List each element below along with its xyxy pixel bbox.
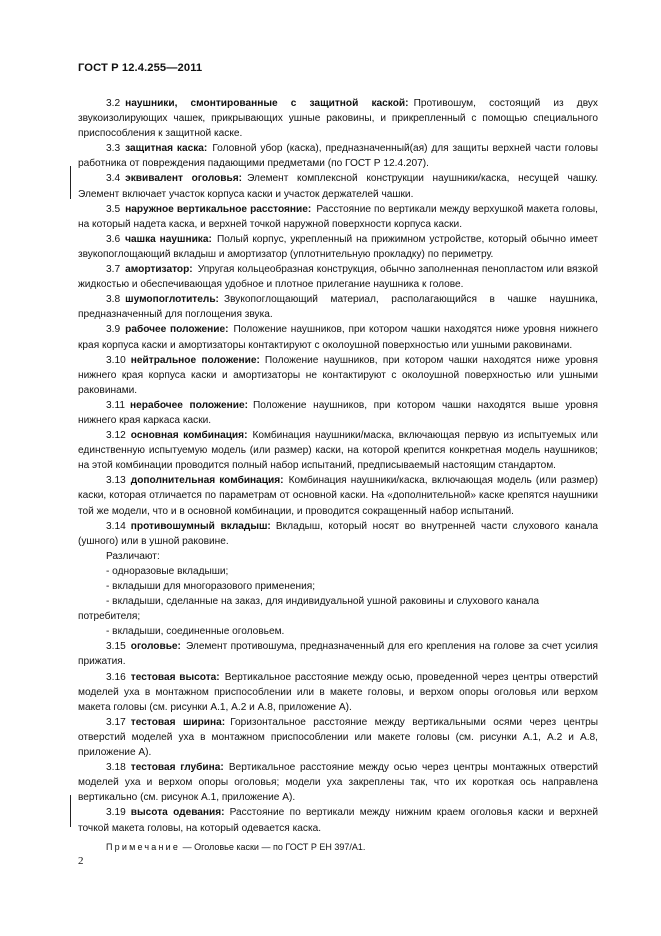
- term: шумопоглотитель:: [125, 294, 219, 306]
- clause-number: 3.18: [106, 762, 126, 774]
- definition-text: Расстояние по вертикали между верхушкой макета головы, на который надета каска, и верхней точкой наружной поверхности корпуса каски.: [78, 203, 598, 230]
- note-label: Примечание: [106, 841, 181, 852]
- definition-paragraph: [78, 141, 598, 171]
- clause-number: 3.5: [106, 203, 121, 215]
- distinguish-intro: Различают:: [106, 550, 160, 562]
- definition-text: Положение наушников, при котором чашки находятся ниже уровня нижнего края корпуса каски и амортизаторы контактируют с околоушной поверхностью или ушными раковинами.: [78, 324, 598, 351]
- distinguish-list: [78, 564, 598, 639]
- definition-text: Вертикальное расстояние между осью через центры монтажных отверстий моделей уха и верхом опоры оголовья; модели уха закреплены так, что их короткая ось направлена вертикально (см. рисунок А.1, приложение А).: [78, 762, 599, 804]
- definition-paragraph: [78, 322, 598, 352]
- definition-paragraph: [78, 428, 598, 473]
- term: высота одевания:: [130, 807, 225, 819]
- page-number: 2: [78, 855, 84, 867]
- note-text: — Оголовье каски — по ГОСТ Р ЕН 397/А1.: [182, 841, 366, 852]
- definition-paragraph: [78, 292, 598, 322]
- definition-paragraph: [78, 473, 598, 518]
- document-header: ГОСТ Р 12.4.255—2011: [78, 62, 203, 74]
- term: противошумный вкладыш:: [130, 520, 271, 532]
- revision-bar: [70, 166, 71, 199]
- definition-text: Элемент комплексной конструкции наушники/каска, несущей чашку. Элемент включает участок корпуса каски и участок держателей чашки.: [78, 173, 598, 200]
- clause-number: 3.17: [106, 716, 126, 728]
- definition-text: Звукопоглощающий материал, располагающийся в чашке наушника, предназначенный для поглощения звука.: [78, 294, 598, 321]
- clause-number: 3.13: [106, 475, 126, 487]
- term: амортизатор:: [125, 264, 193, 276]
- definition-paragraph: [78, 639, 598, 669]
- term: основная комбинация:: [130, 430, 248, 442]
- definition-text: Упругая кольцеобразная конструкция, обычно заполненная пенопластом или вязкой жидкостью и обеспечивающая удобное и плотное прилегание наушника к голове.: [78, 264, 598, 291]
- definition-text: Вертикальное расстояние между осью, проведенной через центры отверстий моделей уха в монтажном приспособлении или в макете головы, и верхом опоры оголовья или верхом макета головы (см. рисунки А.1, А.2 и А.8, приложение А).: [78, 671, 599, 713]
- clause-number: 3.8: [106, 294, 121, 306]
- term: защитная каска:: [125, 143, 208, 155]
- definition-text: Полый корпус, укрепленный на прижимном устройстве, который обычно имеет звукопоглощающий вкладыш и амортизатор (уплотнительную прокладку) по периметру.: [78, 233, 599, 260]
- definition-paragraph: [78, 232, 598, 262]
- clause-number: 3.9: [106, 324, 121, 336]
- clause-number: 3.16: [106, 671, 126, 683]
- clause-number: 3.15: [106, 641, 126, 653]
- list-item: - вкладыши, сделанные на заказ, для индивидуальной ушной раковины и слухового канала потребителя;: [78, 596, 539, 623]
- definition-text: Головной убор (каска), предназначенный(ая) для защиты верхней части головы работника от повреждения падающими предметами (по ГОСТ Р 12.4.207).: [78, 143, 598, 170]
- definition-text: Горизонтальное расстояние между вертикальными осями через центры отверстий моделей уха в монтажном приспособлении или макете головы (см. рисунки А.1, А.2 и А.8, приложение А).: [78, 716, 598, 759]
- definition-paragraph: [78, 715, 598, 760]
- definition-text: Противошум, состоящий из двух звукоизолирующих чашек, прикрывающих ушные раковины, и прикрепленный с помощью специального приспособления к защитной каске.: [78, 98, 598, 140]
- term: эквивалент оголовья:: [125, 173, 243, 185]
- definition-paragraph: [78, 171, 598, 201]
- term: нейтральное положение:: [130, 354, 260, 366]
- document-body: [78, 96, 598, 855]
- definition-paragraph: [78, 262, 598, 292]
- note: [78, 840, 598, 855]
- definition-text: Положение наушников, при котором чашки находятся выше уровня нижнего края каркаса каски.: [78, 399, 598, 426]
- term: наушники, смонтированные с защитной каской:: [125, 98, 409, 109]
- definition-paragraph: [78, 96, 598, 141]
- definition-text: Вкладыш, который носят во внутренней части слухового канала (ушного) или в ушной раковине.: [78, 520, 598, 547]
- definition-text: Комбинация наушники/каска, включающая модель (или размер) каски, которая отличается по параметрам от основной каски. На «дополнительной» каске крепятся наушники той же модели, что и в основной комбинации, и проводится сокращенный набор испытаний.: [78, 475, 598, 517]
- clause-number: 3.7: [106, 264, 121, 276]
- definition-paragraph: [78, 805, 598, 835]
- clause-number: 3.11: [106, 399, 125, 411]
- term: тестовая ширина:: [130, 716, 226, 728]
- term: чашка наушника:: [125, 233, 212, 245]
- clause-number: 3.4: [106, 173, 121, 185]
- clause-number: 3.2: [106, 98, 121, 109]
- definition-paragraph: [78, 398, 598, 428]
- clause-number: 3.19: [106, 807, 126, 819]
- term: наружное вертикальное расстояние:: [125, 203, 312, 215]
- term: нерабочее положение:: [130, 399, 248, 411]
- clause-number: 3.3: [106, 143, 121, 155]
- term: дополнительная комбинация:: [130, 475, 284, 487]
- definition-paragraph: [78, 202, 598, 232]
- definition-text: Комбинация наушники/маска, включающая первую из испытуемых или единственную испытуемую модель (или размер) каски, на которой крепится конкретная модель наушников; на этой комбинации проводится полный набор испытаний, предписываемый настоящим стандартом.: [78, 430, 599, 472]
- list-item: - вкладыши для многоразового применения;: [106, 581, 316, 592]
- definition-paragraph: [78, 519, 598, 549]
- definitions-block: [78, 96, 598, 549]
- definition-paragraph: [78, 670, 598, 715]
- term: тестовая глубина:: [130, 762, 224, 774]
- clause-number: 3.6: [106, 233, 121, 245]
- definition-text: Положение наушников, при котором чашки находятся ниже уровня нижнего края корпуса каски и амортизаторы не контактируют с околоушной поверхностью или ушными раковинами.: [78, 354, 598, 396]
- list-item: - вкладыши, соединенные оголовьем.: [106, 626, 285, 638]
- definitions-block: [78, 639, 598, 835]
- term: рабочее положение:: [125, 324, 229, 336]
- list-item: - одноразовые вкладыши;: [106, 565, 229, 577]
- definition-text: Расстояние по вертикали между нижним краем оголовья каски и верхней точкой макета головы, на который одевается каска.: [78, 807, 598, 834]
- clause-number: 3.12: [106, 430, 126, 442]
- definition-paragraph: [78, 353, 598, 398]
- clause-number: 3.14: [106, 520, 126, 532]
- definition-text: Элемент противошума, предназначенный для его крепления на голове за счет усилия прижатия.: [78, 641, 598, 668]
- term: оголовье:: [130, 641, 181, 653]
- definition-paragraph: [78, 760, 598, 805]
- clause-number: 3.10: [106, 354, 126, 366]
- revision-bar: [70, 795, 71, 827]
- term: тестовая высота:: [130, 671, 220, 683]
